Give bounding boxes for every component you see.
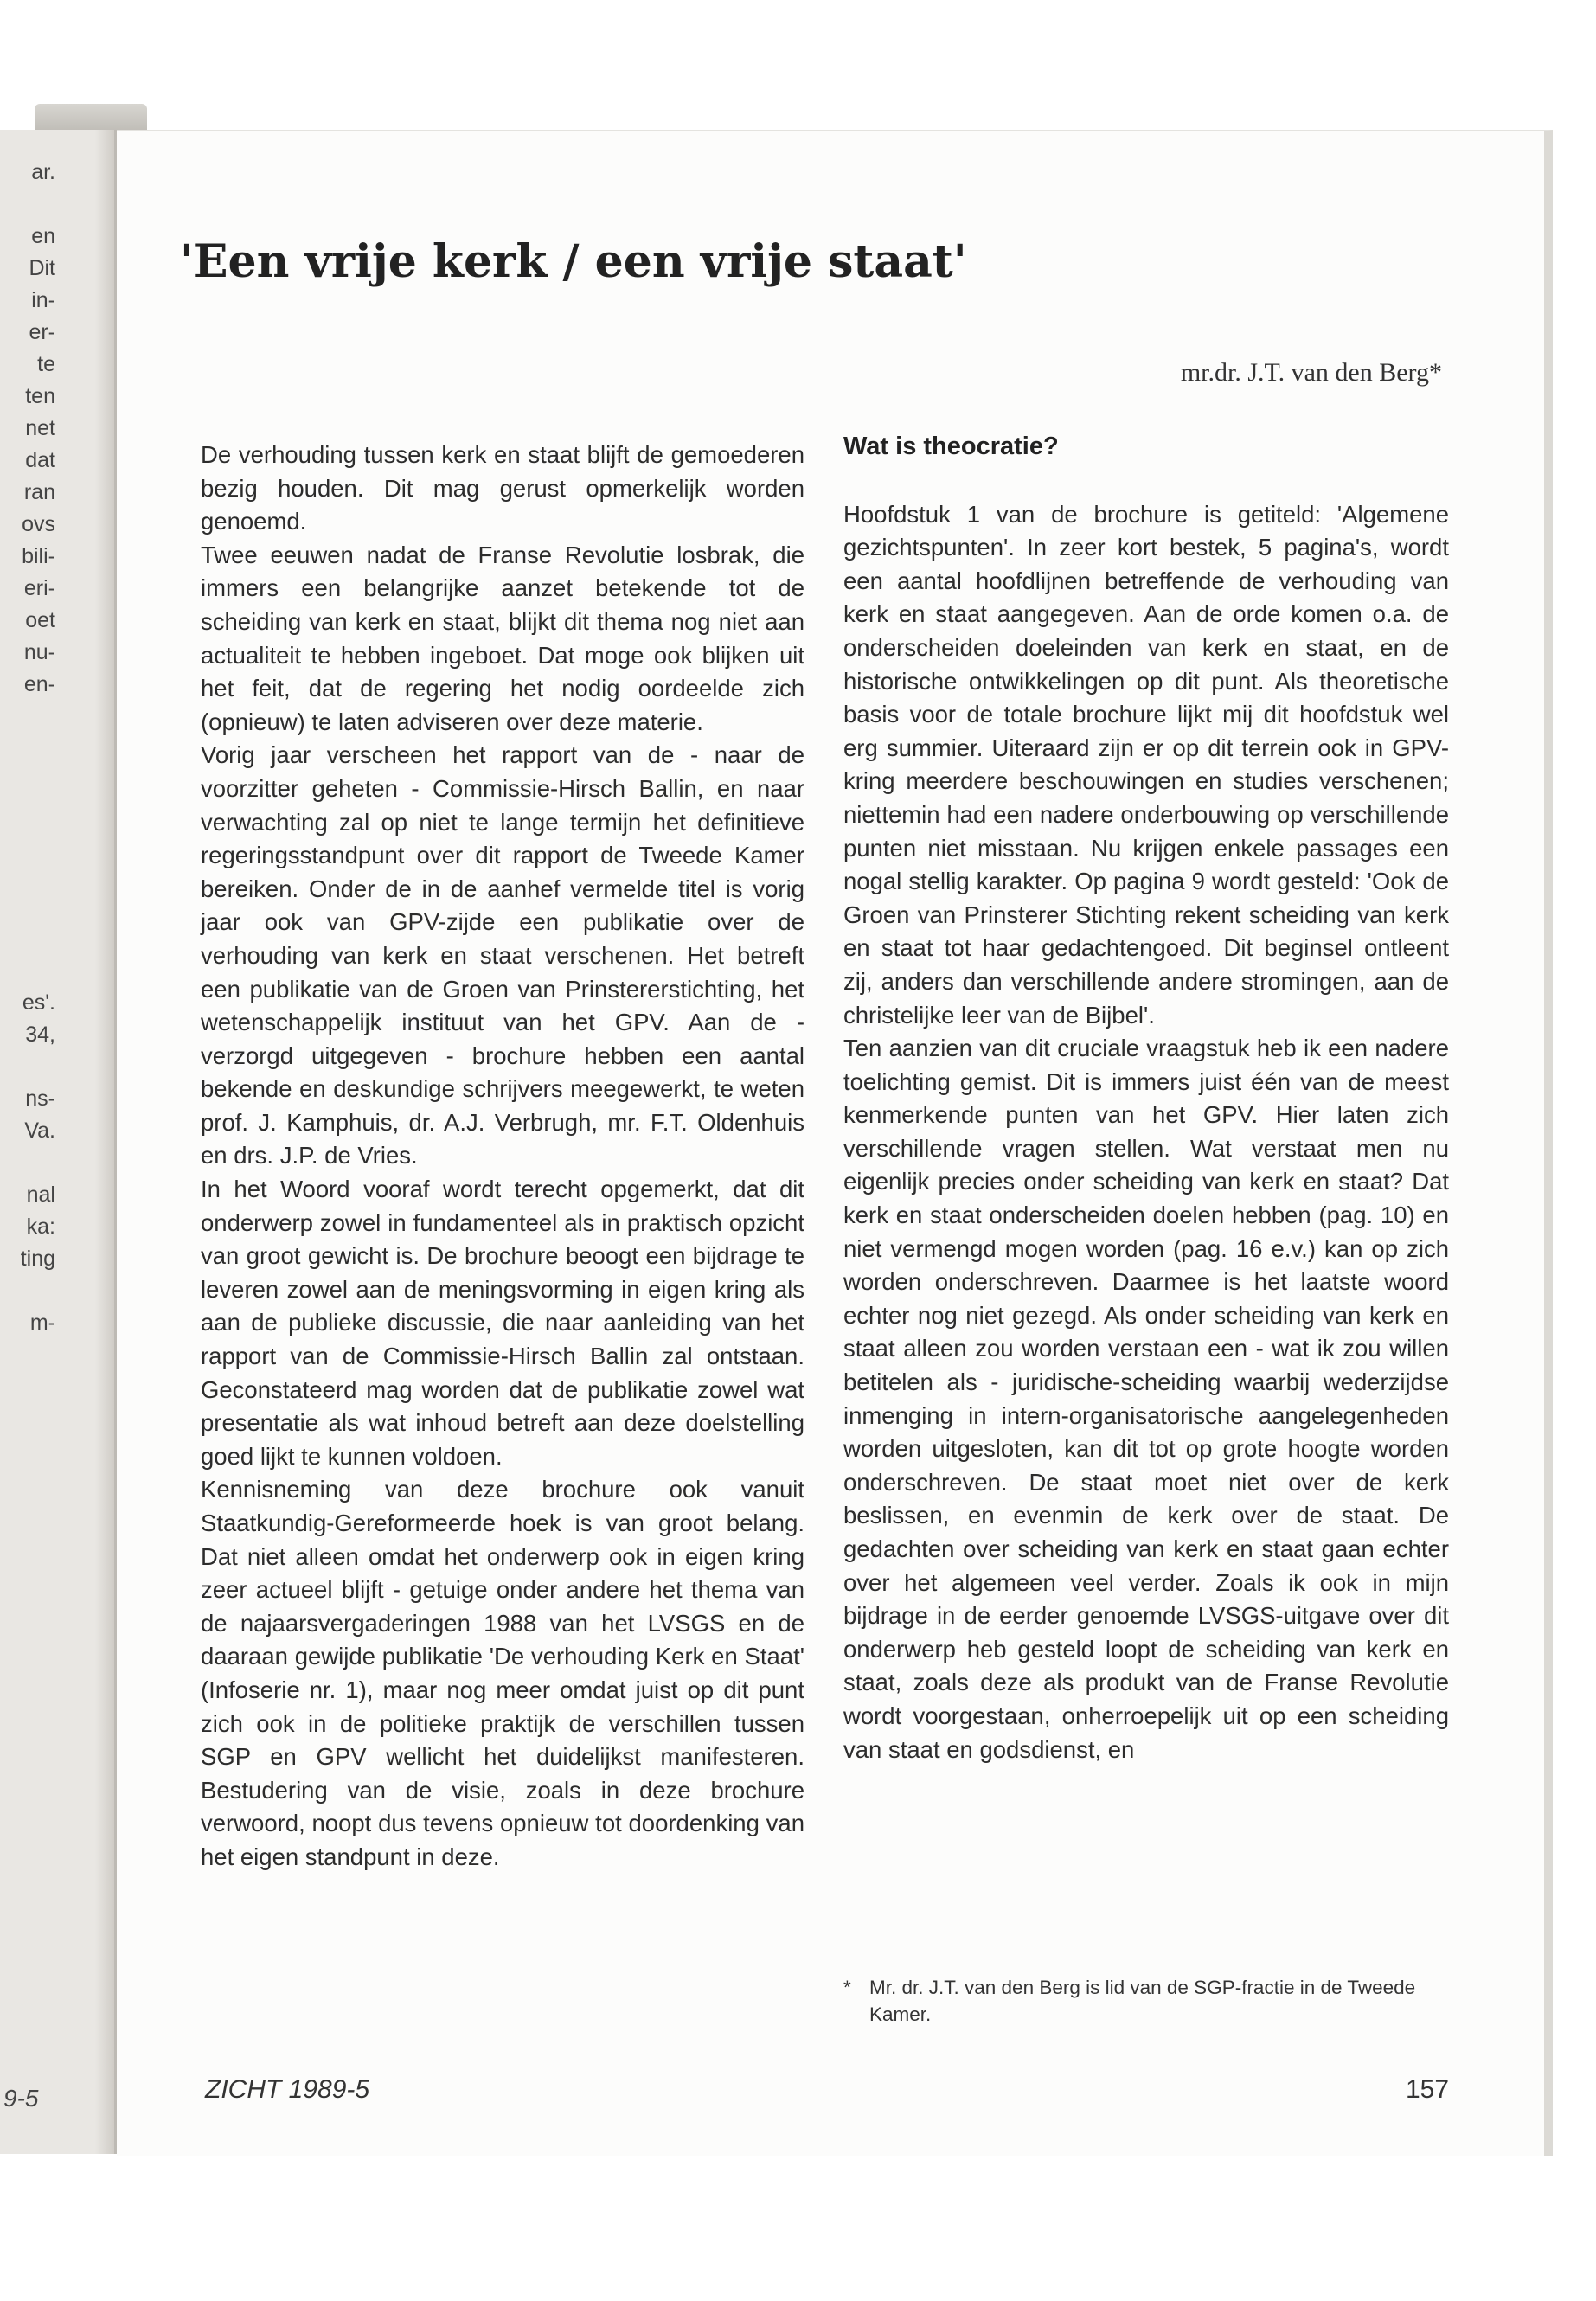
facing-page-fragment: en- xyxy=(23,672,55,696)
facing-page-edge xyxy=(0,130,117,2154)
paragraph: Hoofdstuk 1 van de brochure is getiteld: 'Algemene gezichtspunten'. In zeer kort bestek, 5 pagina's, wordt een aantal hoofdlijnen betreffende de verhouding van kerk en staat aangegeven. Aan de orde komen o.a. de onderscheiden doeleinden van kerk en staat, en de historische ontwikkelingen op dit punt. Als theoretische basis voor de totale brochure lijkt mij dit hoofdstuk wel erg summier. Uiteraard zijn er op dit terrein ook in GPV-kring meerdere beschouwingen en studies verschenen; niettemin had een nadere onderbouwing op verschillende punten niet misstaan. Nu krijgen enkele passages een nogal stellig karakter. Op pagina 9 wordt gesteld: 'Ook de Groen van Prinsterer Stichting rekent scheiding van kerk en staat tot haar gedachtengoed. Dit beginsel ontleent zij, anders dan verschillende andere stromingen, aan de christelijke leer van de Bijbel'. xyxy=(843,500,1449,1029)
facing-page-fragment: nu- xyxy=(23,640,55,664)
facing-page-fragment: net xyxy=(25,416,55,440)
facing-page-fragment: te xyxy=(37,352,55,376)
facing-page-fragment: m- xyxy=(29,1311,55,1335)
paragraph: Ten aanzien van dit cruciale vraagstuk heb ik een nadere toelichting gemist. Dit is immers juist één van de meest kenmerkende punten van het GPV. Hier laten zich verschillende vragen stellen. Wat verstaat men nu eigenlijk precies onder scheiding van kerk en staat? Dat kerk en staat onderscheiden doelen hebben (pag. 10) en niet vermengd mogen worden (pag. 16 e.v.) kan op zich worden onderschreven. Daarmee is het laatste woord echter nog niet gezegd. Als onder scheiding van kerk en staat alleen zou worden verstaan een - wat ik zou willen betitelen als - juridische-scheiding waarbij wederzijdse inmenging in intern-organisatorische aangelegenheden worden uitgesloten, kan dit tot op grote hoogte worden onderschreven. De staat moet niet over de kerk beslissen, en evenmin de kerk over de staat. De gedachten over scheiding van kerk en staat gaan echter over het algemeen veel verder. Zoals ik ook in mijn bijdrage in de eerder genoemde LVSGS-uitgave over dit onderwerp heb gesteld loopt de scheiding van kerk en staat, zoals deze als produkt van de Franse Revolutie wordt voorgestaan, onherroepelijk uit op een scheiding van staat en godsdienst, en xyxy=(843,1035,1449,1763)
facing-page-fragment: ar. xyxy=(31,160,55,184)
facing-page-fragment: oet xyxy=(25,608,55,632)
gutter-shadow xyxy=(95,130,114,2154)
facing-page-fragment: ting xyxy=(20,1247,55,1271)
facing-page-fragment: nal xyxy=(26,1183,55,1207)
journal-footer: ZICHT 1989-5 xyxy=(205,2075,370,2104)
footnote xyxy=(843,1974,1449,2028)
facing-page-fragment: eri- xyxy=(23,576,55,600)
footnote-text: Mr. dr. J.T. van den Berg is lid van de SGP-fractie in de Tweede Kamer. xyxy=(869,1977,1416,2025)
paragraph: De verhouding tussen kerk en staat blijft de gemoederen bezig houden. Dit mag gerust opmerkelijk worden genoemd. xyxy=(201,441,804,535)
paragraph: In het Woord vooraf wordt terecht opgemerkt, dat dit onderwerp zowel in fundamenteel als in praktisch opzicht van groot gewicht is. De brochure beoogt een bijdrage te leveren zowel aan de meningsvorming in eigen kring als aan de publieke discussie, die naar aanleiding van het rapport van de Commissie-Hirsch Ballin zal ontstaan. Geconstateerd mag worden dat de publikatie zowel wat presentatie als wat inhoud betreft aan deze doelstelling goed lijkt te kunnen voldoen. xyxy=(201,1176,804,1470)
facing-page-fragment: er- xyxy=(29,320,55,344)
facing-page-fragment: Dit xyxy=(29,256,55,280)
facing-page-fragment: ka: xyxy=(26,1215,55,1239)
paragraph: Twee eeuwen nadat de Franse Revolutie losbrak, die immers een belangrijke aanzet betekende tot de scheiding van kerk en staat, blijkt dit thema nog niet aan actualiteit te hebben ingeboet. Dat moge ook blijken uit het feit, dat de regering het nodig oordeelde zich (opnieuw) te laten adviseren over deze materie. xyxy=(201,541,804,735)
left-column xyxy=(201,439,804,1875)
facing-page-fragment: 34, xyxy=(25,1022,55,1047)
facing-page-fragment: ovs xyxy=(22,512,55,536)
facing-page-fragment: en xyxy=(31,224,55,248)
article-page xyxy=(117,130,1553,2156)
facing-page-fragment: bili- xyxy=(22,544,55,568)
page-number: 157 xyxy=(1406,2075,1450,2104)
facing-page-fragment: es'. xyxy=(22,990,55,1015)
paragraph: Vorig jaar verscheen het rapport van de - naar de voorzitter geheten - Commissie-Hirsch Ballin, en naar verwachting zal op niet te lange termijn het definitieve regeringsstandpunt over dit rapport de Tweede Kamer bereiken. Onder de in de aanhef vermelde titel is vorig jaar ook van GPV-zijde een publikatie over de verhouding van kerk en staat verschenen. Het betreft een publikatie van de Groen van Prinstererstichting, het wetenschappelijk instituut van het GPV. Aan de - verzorgd uitgegeven - brochure hebben een aantal bekende en deskundige schrijvers meegewerkt, te weten prof. J. Kamphuis, dr. A.J. Verbrugh, mr. F.T. Oldenhuis en drs. J.P. de Vries. xyxy=(201,741,804,1170)
section-heading: Wat is theocratie? xyxy=(843,433,1059,460)
facing-page-fragment: in- xyxy=(31,288,55,312)
facing-page-fragment: ten xyxy=(25,384,55,408)
paragraph: Kennisneming van deze brochure ook vanuit Staatkundig-Gereformeerde hoek is van groot belang. Dat niet alleen omdat het onderwerp ook in eigen kring zeer actueel blijft - getuige onder andere het thema van de najaarsvergaderingen 1988 van het LVSGS en de daaraan gewijde publikatie 'De verhouding Kerk en Staat' (Infoserie nr. 1), maar nog meer omdat juist op dit punt zich ook in de politieke praktijk de verschillen tussen SGP en GPV wellicht het duidelijkst manifesteren. Bestudering van de visie, zoals in deze brochure verwoord, noopt dus tevens opnieuw tot doordenking van het eigen standpunt in deze. xyxy=(201,1476,804,1870)
footnote-mark: * xyxy=(843,1977,851,1998)
article-title: 'Een vrije kerk / een vrije staat' xyxy=(180,235,967,288)
article-author: mr.dr. J.T. van den Berg* xyxy=(1180,358,1442,387)
facing-page-fragment: dat xyxy=(25,448,55,472)
right-column xyxy=(843,430,1449,1766)
facing-page-fragment: ns- xyxy=(25,1086,55,1111)
facing-page-fragment: Va. xyxy=(24,1118,55,1143)
facing-page-footer: 9-5 xyxy=(3,2085,39,2112)
facing-page-fragment: ran xyxy=(23,480,55,504)
